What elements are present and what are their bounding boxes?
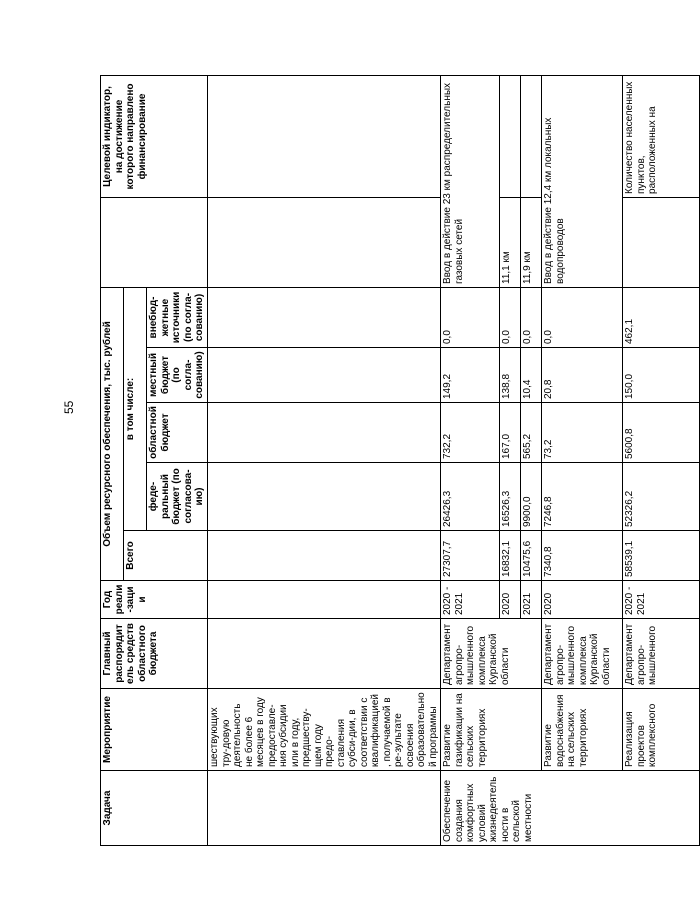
measure-cell: Развитие водоснабжения на сельских территориях <box>542 689 623 771</box>
header-year: Год реали-зации <box>101 581 208 619</box>
measure-cell: Развитие газификации на сельских территориях <box>441 689 542 771</box>
header-regional: областной бюджет <box>147 403 208 463</box>
distributor-cell: Департамент агропро-мышленного <box>623 619 700 689</box>
empty-cell <box>208 581 441 619</box>
measure-cell: Реализация проектов комплексного <box>623 689 700 771</box>
empty-cell <box>623 197 700 287</box>
table-row-continuation <box>208 75 441 845</box>
header-measure: Мероприятие <box>101 689 208 771</box>
header-target: Целевой индикатор, на достижение которого направлено финансирование <box>101 75 208 197</box>
local-cell: 138,8 <box>500 348 521 403</box>
extrabudget-cell: 0,0 <box>542 287 623 347</box>
distributor-cell: Департамент агропро-мышленного комплекса Курганской области <box>542 619 623 689</box>
total-cell: 10475,6 <box>521 531 542 581</box>
extrabudget-cell: 462,1 <box>623 287 700 347</box>
distributor-cell: Департамент агропро-мышленного комплекса Курганской области <box>441 619 542 689</box>
empty-cell <box>208 463 441 531</box>
local-cell: 150,0 <box>623 348 700 403</box>
measure-cell: шествующих тру-довую деятельность не более 6 месяцев в году предоставле-ния субсидии или в году, предшеству-щем году предо-ставления субси-дии, в соответствии с квалификацией, получаемой в ре-зультате освоения образовательной программы <box>208 689 441 771</box>
target-cell: 11,1 км <box>500 197 521 287</box>
target-cell: Ввод в действие 23 км распределительных газовых сетей <box>441 75 500 287</box>
regional-cell: 73,2 <box>542 403 623 463</box>
empty-cell <box>208 75 441 197</box>
federal-cell: 26426,3 <box>441 463 500 531</box>
regional-cell: 732,2 <box>441 403 500 463</box>
empty-cell <box>208 197 441 287</box>
extrabudget-cell: 0,0 <box>441 287 500 347</box>
target-cell: 11,9 км <box>521 197 542 287</box>
empty-cell <box>208 287 441 347</box>
total-cell: 27307,7 <box>441 531 500 581</box>
federal-cell: 52326,2 <box>623 463 700 531</box>
regional-cell: 167,0 <box>500 403 521 463</box>
header-including: в том числе: <box>124 287 147 530</box>
target-cell: Количество населенных пунктов, расположенных на <box>623 75 700 197</box>
header-federal: феде-ральный бюджет (по согласова-ию) <box>147 463 208 531</box>
empty-cell <box>500 75 521 197</box>
table-row-gas <box>441 75 500 845</box>
header-distributor: Главный распорядитель средств областного бюджета <box>101 619 208 689</box>
local-cell: 10,4 <box>521 348 542 403</box>
federal-cell: 9900,0 <box>521 463 542 531</box>
page-number: 55 <box>62 400 76 414</box>
year-cell: 2020 <box>542 581 623 619</box>
header-funding: Объем ресурсного обеспечения, тыс. рублей <box>101 287 124 580</box>
empty-cell <box>208 348 441 403</box>
table-row-water <box>542 75 623 845</box>
total-cell: 58539,1 <box>623 531 700 581</box>
extrabudget-cell: 0,0 <box>500 287 521 347</box>
header-local: местный бюджет (по согла-сованию) <box>147 348 208 403</box>
year-cell: 2020 - 2021 <box>441 581 500 619</box>
table-row-projects <box>623 75 700 845</box>
funding-table <box>100 75 700 846</box>
regional-cell: 5600,8 <box>623 403 700 463</box>
empty-cell <box>208 619 441 689</box>
local-cell: 20,8 <box>542 348 623 403</box>
empty-cell <box>208 403 441 463</box>
year-cell: 2021 <box>521 581 542 619</box>
total-cell: 16832,1 <box>500 531 521 581</box>
header-total: Всего <box>124 531 208 581</box>
header-extrabudget: внебюд-жетные источники (по согла-сованию) <box>147 287 208 347</box>
total-cell: 7340,8 <box>542 531 623 581</box>
federal-cell: 7246,8 <box>542 463 623 531</box>
header-row-1 <box>101 75 124 845</box>
empty-cell <box>208 531 441 581</box>
extrabudget-cell: 0,0 <box>521 287 542 347</box>
federal-cell: 16526,3 <box>500 463 521 531</box>
year-cell: 2020 <box>500 581 521 619</box>
target-cell: Ввод в действие 12,4 км локальных водопроводов <box>542 75 623 287</box>
task-cell: Обеспечение создания комфортных условий жизнедеятельности в сельской местности <box>441 771 700 846</box>
year-cell: 2020 - 2021 <box>623 581 700 619</box>
task-cell-empty <box>208 771 441 846</box>
header-task: Задача <box>101 771 208 846</box>
empty-cell <box>521 75 542 197</box>
rotated-table-page <box>100 76 658 846</box>
blank-cell <box>101 197 208 287</box>
regional-cell: 565,2 <box>521 403 542 463</box>
local-cell: 149,2 <box>441 348 500 403</box>
